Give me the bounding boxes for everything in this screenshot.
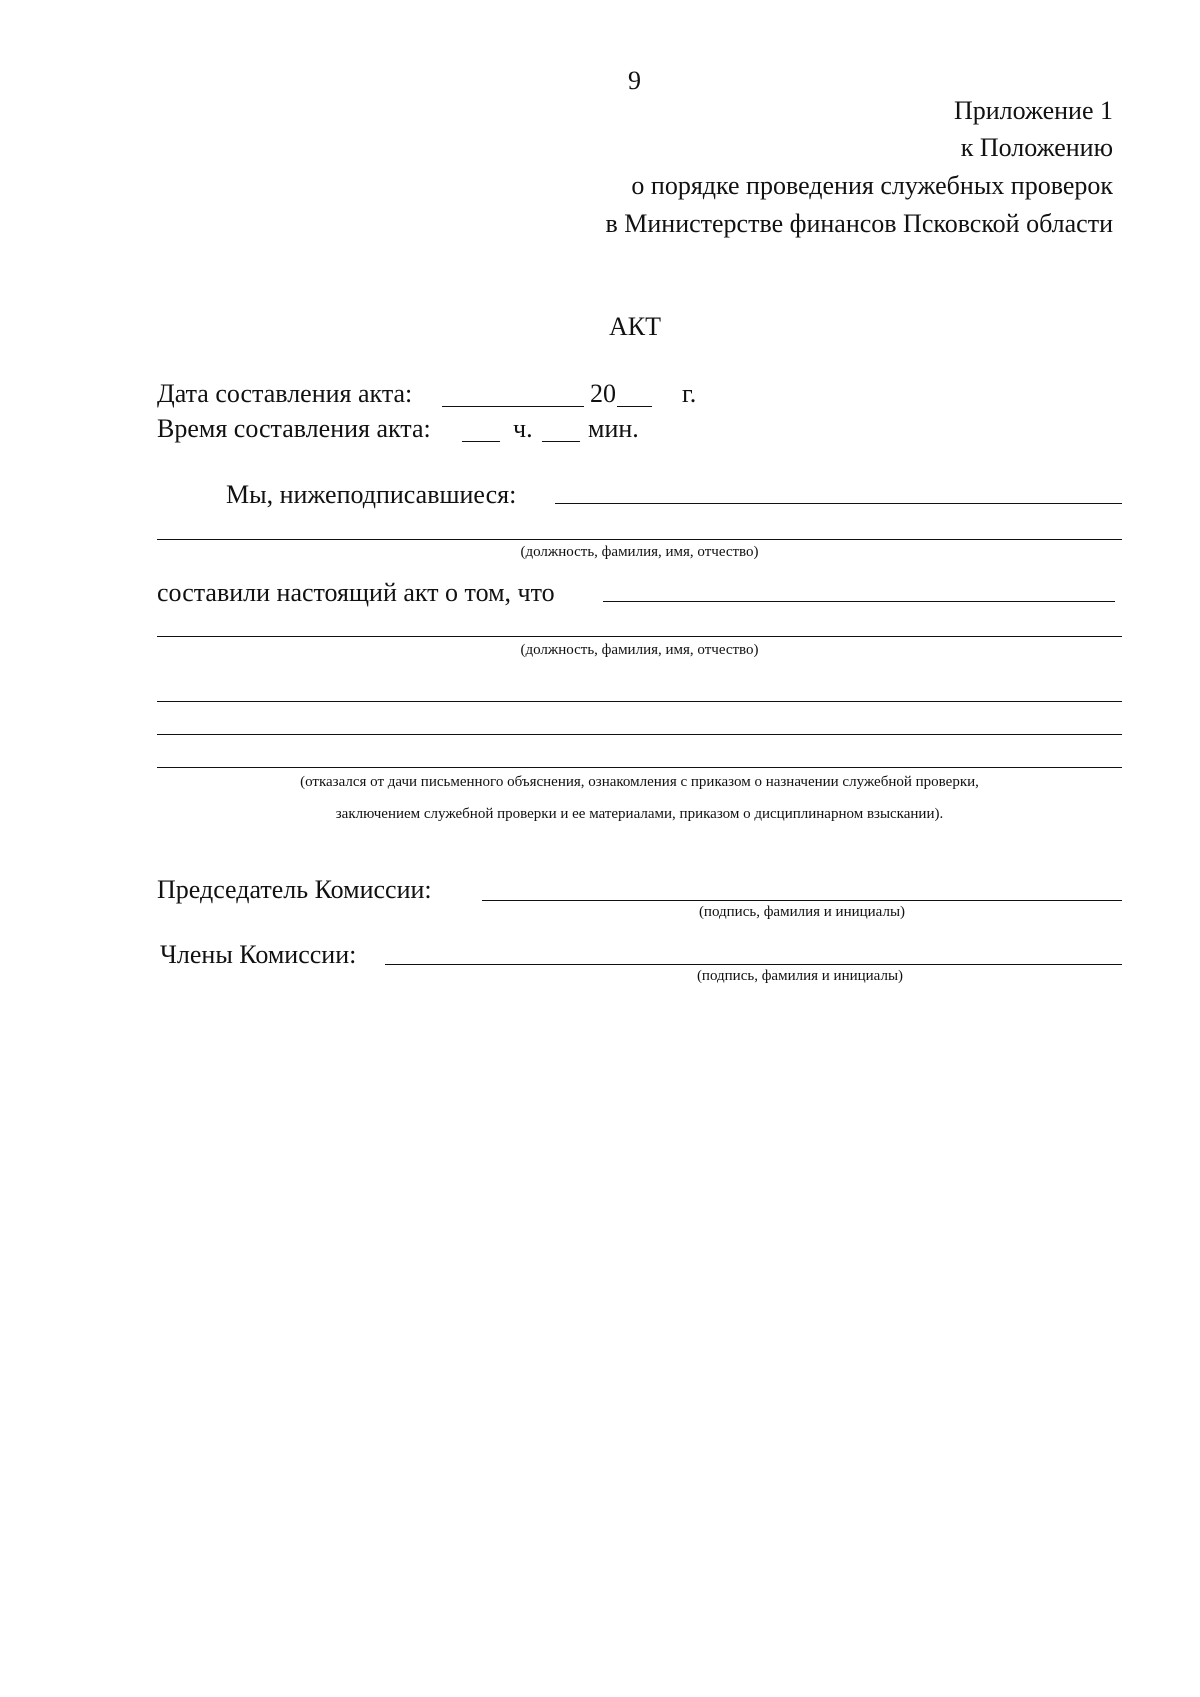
chairman-label: Председатель Комиссии: [157, 875, 432, 904]
refusal-caption-line-2: заключением служебной проверки и ее материалами, приказом о дисциплинарном взыскании). [335, 806, 944, 822]
time-label: Время составления акта: [157, 414, 431, 443]
minutes-blank-line[interactable] [542, 441, 580, 442]
hours-blank-line[interactable] [462, 441, 500, 442]
blank-line-1[interactable] [157, 701, 1122, 702]
signers-caption: (должность, фамилия, имя, отчество) [520, 544, 759, 560]
year-blank-line[interactable] [617, 406, 652, 407]
refusal-caption-line-1: (отказался от дачи письменного объяснения, ознакомления с приказом о назначении служебной проверки, [300, 774, 979, 790]
appendix-line-3: о порядке проведения служебных проверок [631, 171, 1113, 200]
minutes-unit: мин. [588, 414, 639, 443]
appendix-line-1: Приложение 1 [953, 96, 1113, 125]
appendix-line-2: к Положению [960, 133, 1113, 162]
appendix-line-4: в Министерстве финансов Псковской области [605, 209, 1113, 238]
blank-line-2[interactable] [157, 734, 1122, 735]
blank-line-3[interactable] [157, 767, 1122, 768]
members-caption: (подпись, фамилия и инициалы) [696, 968, 904, 984]
chairman-signature-line[interactable] [482, 900, 1122, 901]
statement-blank-line[interactable] [603, 601, 1115, 602]
statement-label: составили настоящий акт о том, что [157, 578, 555, 607]
signers-blank-line-2[interactable] [157, 539, 1122, 540]
statement-blank-line-2[interactable] [157, 636, 1122, 637]
page-number: 9 [628, 66, 641, 95]
year-prefix: 20 [590, 379, 616, 408]
signers-blank-line[interactable] [555, 503, 1122, 504]
members-label: Члены Комиссии: [160, 940, 357, 969]
date-label: Дата составления акта: [157, 379, 413, 408]
members-signature-line[interactable] [385, 964, 1122, 965]
signers-label: Мы, нижеподписавшиеся: [226, 480, 517, 509]
chairman-caption: (подпись, фамилия и инициалы) [698, 904, 906, 920]
date-blank-line[interactable] [442, 406, 584, 407]
hours-unit: ч. [513, 414, 533, 443]
statement-caption: (должность, фамилия, имя, отчество) [520, 642, 759, 658]
document-title: АКТ [609, 312, 661, 341]
year-suffix: г. [682, 379, 697, 408]
